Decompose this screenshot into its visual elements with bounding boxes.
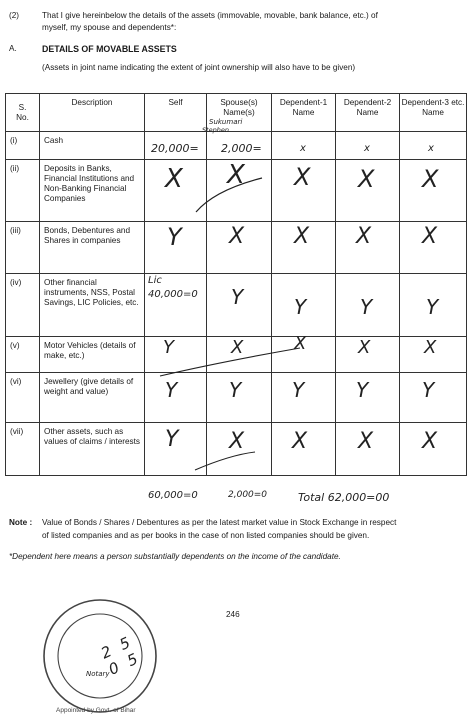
self-value: X	[165, 164, 183, 194]
header-self: Self	[145, 94, 207, 132]
dep1-value: X	[292, 429, 308, 454]
seal-ring-text: Appointed by Govt. of Bihar	[56, 707, 136, 714]
row-description: Other assets, such as values of claims / interests	[40, 423, 145, 476]
seal-center	[56, 612, 144, 700]
spouse-value: Y	[231, 285, 244, 309]
dep1-value: x	[300, 143, 306, 154]
spouse-value: X	[229, 224, 245, 249]
dep3-value: X	[424, 337, 437, 358]
scribble-mark	[196, 178, 262, 212]
self-value: 40,000=0	[148, 289, 198, 300]
dep3-value: Y	[422, 378, 435, 402]
page-number: 246	[226, 610, 240, 619]
row-sno: (v)	[6, 337, 40, 373]
row-description: Motor Vehicles (details of make, etc.)	[40, 337, 145, 373]
row-sno: (i)	[6, 132, 40, 160]
spouse-value: X	[229, 429, 245, 454]
dep1-value: X	[294, 224, 310, 249]
header-sno: S. No.	[6, 94, 40, 132]
dep2-value: X	[358, 337, 371, 358]
self-value: Y	[163, 337, 174, 358]
row-description: Jewellery (give details of weight and value)	[40, 373, 145, 423]
spouse-value: X	[227, 160, 245, 190]
dep3-value: X	[422, 224, 438, 249]
spouse-total: 2,000=0	[228, 490, 268, 500]
seal-text: Notary	[86, 670, 110, 678]
row-sno: (iv)	[6, 274, 40, 337]
header-description: Description	[40, 94, 145, 132]
self-value: 20,000=	[151, 142, 199, 155]
row-sno: (iii)	[6, 222, 40, 274]
self-value: Y	[167, 223, 182, 251]
row-description: Deposits in Banks, Financial Institutions and Non-Banking Financial Companies	[40, 160, 145, 222]
note-label: Note :	[9, 518, 33, 527]
section-letter: A.	[9, 44, 17, 53]
header-dependent-1: Dependent-1 Name	[272, 94, 336, 132]
intro-line-2: myself, my spouse and dependents*:	[42, 23, 177, 32]
spouse-value: Y	[229, 378, 242, 402]
intro-line-1: That I give hereinbelow the details of the assets (immovable, movable, bank balance, etc.) of	[42, 11, 378, 20]
dep2-value: X	[358, 429, 374, 454]
dep3-value: X	[422, 165, 439, 193]
footnote: *Dependent here means a person substantially dependents on the income of the candidate.	[9, 552, 341, 561]
header-dependent-2: Dependent-2 Name	[336, 94, 400, 132]
grand-total: Total 62,000=00	[298, 491, 390, 504]
notary-signature: 2 5 0 5	[98, 632, 144, 679]
header-spouse: Spouse(s) Name(s)	[207, 94, 272, 132]
spouse-name-handwritten: Sukumari	[209, 118, 243, 126]
row-sno: (ii)	[6, 160, 40, 222]
dep2-value: X	[356, 224, 372, 249]
row-sno: (vii)	[6, 423, 40, 476]
dep2-value: X	[358, 165, 375, 193]
dep3-value: x	[428, 143, 434, 154]
spouse-name-handwritten-2: Stephen	[202, 126, 230, 134]
self-total: 60,000=0	[148, 490, 198, 501]
dep2-value: Y	[360, 295, 373, 319]
section-title: DETAILS OF MOVABLE ASSETS	[42, 44, 177, 54]
spouse-value: X	[231, 337, 244, 358]
dep2-value: x	[364, 143, 370, 154]
dep2-value: Y	[356, 378, 369, 402]
spouse-value: 2,000=	[221, 142, 262, 155]
header-dependent-3: Dependent-3 etc. Name	[400, 94, 467, 132]
self-value-label: Lic	[148, 275, 162, 286]
dep3-value: X	[422, 429, 438, 454]
dep3-value: Y	[426, 295, 439, 319]
scribble-mark	[160, 348, 300, 376]
scribble-mark	[195, 452, 255, 470]
self-value: Y	[165, 427, 179, 452]
note-line-2: of listed companies and as per books in the case of non listed companies should be given.	[42, 531, 370, 540]
dep1-value: Y	[294, 295, 307, 319]
dep1-value: Y	[292, 378, 305, 402]
dep1-value: X	[294, 333, 307, 354]
row-description: Bonds, Debentures and Shares in companies	[40, 222, 145, 274]
note-line-1: Value of Bonds / Shares / Debentures as per the latest market value in Stock Exchange in respect	[42, 518, 397, 527]
section-subtitle: (Assets in joint name indicating the extent of joint ownership will also have to be given)	[42, 63, 356, 72]
dep1-value: X	[294, 163, 311, 191]
row-description: Other financial instruments, NSS, Postal Savings, LIC Policies, etc.	[40, 274, 145, 337]
self-value: Y	[165, 378, 178, 402]
row-description: Cash	[40, 132, 145, 160]
item-number: (2)	[9, 11, 20, 20]
row-sno: (vi)	[6, 373, 40, 423]
